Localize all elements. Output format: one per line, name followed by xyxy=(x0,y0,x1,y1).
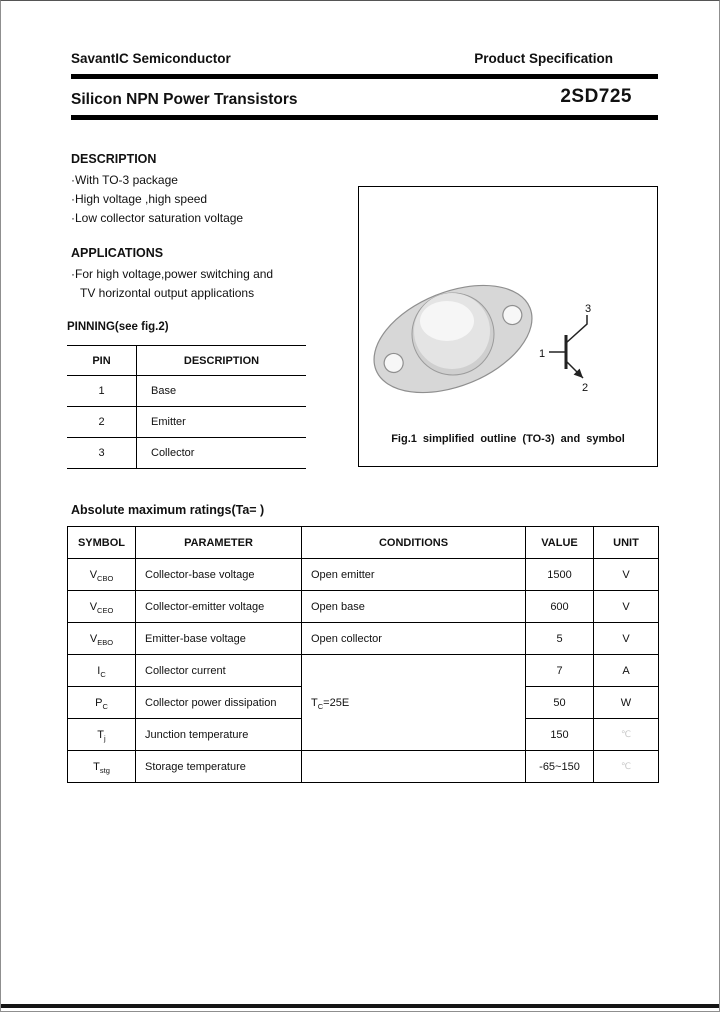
unit-cell: ℃ xyxy=(594,719,659,751)
applications-item: ·For high voltage,power switching and xyxy=(71,267,274,281)
pinning-table xyxy=(67,345,306,469)
unit-cell: V xyxy=(594,591,659,623)
conditions-cell: Open collector xyxy=(302,623,526,655)
table-row xyxy=(68,655,659,687)
description-column-header: DESCRIPTION xyxy=(137,346,307,376)
table-row xyxy=(68,751,659,783)
unit-column-header: UNIT xyxy=(594,527,659,559)
pin-description: Collector xyxy=(137,438,307,469)
description-item: ·With TO-3 package xyxy=(71,173,178,187)
symbol-cell: $T_j$ xyxy=(68,719,136,751)
page-bottom-rule xyxy=(1,1004,719,1008)
parameter-cell: Junction temperature xyxy=(136,719,302,751)
table-row xyxy=(67,438,306,469)
parameter-cell: Collector power dissipation xyxy=(136,687,302,719)
symbol-column-header: SYMBOL xyxy=(68,527,136,559)
symbol-cell: $V_{CEO}$ xyxy=(68,591,136,623)
pin-number: 3 xyxy=(67,438,137,469)
unit-cell: W xyxy=(594,687,659,719)
collector-pin-label: 3 xyxy=(584,303,592,315)
vendor-name: SavantIC Semiconductor xyxy=(71,51,231,66)
emitter-pin-label: 2 xyxy=(581,382,589,394)
parameter-cell: Collector-emitter voltage xyxy=(136,591,302,623)
conditions-cell: Open base xyxy=(302,591,526,623)
value-cell: -65~150 xyxy=(526,751,594,783)
to3-package-and-symbol-drawing xyxy=(359,187,657,431)
unit-cell: V xyxy=(594,623,659,655)
symbol-cell: $I_C$ xyxy=(68,655,136,687)
value-cell: 600 xyxy=(526,591,594,623)
description-list xyxy=(71,171,243,228)
table-row xyxy=(68,591,659,623)
doc-type-label: Product Specification xyxy=(474,51,613,66)
parameter-cell: Storage temperature xyxy=(136,751,302,783)
table-row xyxy=(68,559,659,591)
header-rule xyxy=(71,74,658,79)
parameter-cell: Emitter-base voltage xyxy=(136,623,302,655)
value-cell: 50 xyxy=(526,687,594,719)
description-item: ·Low collector saturation voltage xyxy=(71,211,244,225)
symbol-cell: $P_C$ xyxy=(68,687,136,719)
table-row xyxy=(67,407,306,438)
figure-caption: Fig.1 simplified outline (TO-3) and symbol xyxy=(391,433,625,445)
pin-description: Base xyxy=(137,376,307,407)
figure-box xyxy=(358,186,658,467)
value-cell: 5 xyxy=(526,623,594,655)
unit-cell: ℃ xyxy=(594,751,659,783)
title-rule xyxy=(71,115,658,120)
ratings-heading: Absolute maximum ratings(Ta= ) xyxy=(71,503,265,517)
value-column-header: VALUE xyxy=(526,527,594,559)
applications-list xyxy=(71,265,273,303)
unit-cell: A xyxy=(594,655,659,687)
value-cell: 150 xyxy=(526,719,594,751)
pin-number: 1 xyxy=(67,376,137,407)
description-item: ·High voltage ,high speed xyxy=(71,192,208,206)
pin-description: Emitter xyxy=(137,407,307,438)
ratings-table xyxy=(67,526,659,783)
conditions-cell xyxy=(302,751,526,783)
description-heading: DESCRIPTION xyxy=(71,152,157,166)
table-row xyxy=(68,623,659,655)
pinning-header-row xyxy=(67,346,306,376)
symbol-cell: $T_{stg}$ xyxy=(68,751,136,783)
value-cell: 1500 xyxy=(526,559,594,591)
base-pin-label: 1 xyxy=(538,348,546,360)
conditions-column-header: CONDITIONS xyxy=(302,527,526,559)
conditions-cell-merged: $T_C=25E$ xyxy=(302,655,526,751)
parameter-cell: Collector current xyxy=(136,655,302,687)
value-cell: 7 xyxy=(526,655,594,687)
pinning-heading: PINNING(see fig.2) xyxy=(67,321,169,333)
table-row xyxy=(67,376,306,407)
part-number: 2SD725 xyxy=(560,86,632,107)
to3-can xyxy=(412,293,494,375)
ratings-header-row xyxy=(68,527,659,559)
symbol-cell: $V_{EBO}$ xyxy=(68,623,136,655)
page-title: Silicon NPN Power Transistors xyxy=(71,91,298,108)
symbol-cell: $V_{CBO}$ xyxy=(68,559,136,591)
conditions-cell: Open emitter xyxy=(302,559,526,591)
applications-item: TV horizontal output applications xyxy=(80,286,255,300)
unit-cell: V xyxy=(594,559,659,591)
applications-heading: APPLICATIONS xyxy=(71,246,164,260)
pin-column-header: PIN xyxy=(67,346,137,376)
npn-symbol xyxy=(549,315,587,378)
parameter-column-header: PARAMETER xyxy=(136,527,302,559)
pin-number: 2 xyxy=(67,407,137,438)
parameter-cell: Collector-base voltage xyxy=(136,559,302,591)
